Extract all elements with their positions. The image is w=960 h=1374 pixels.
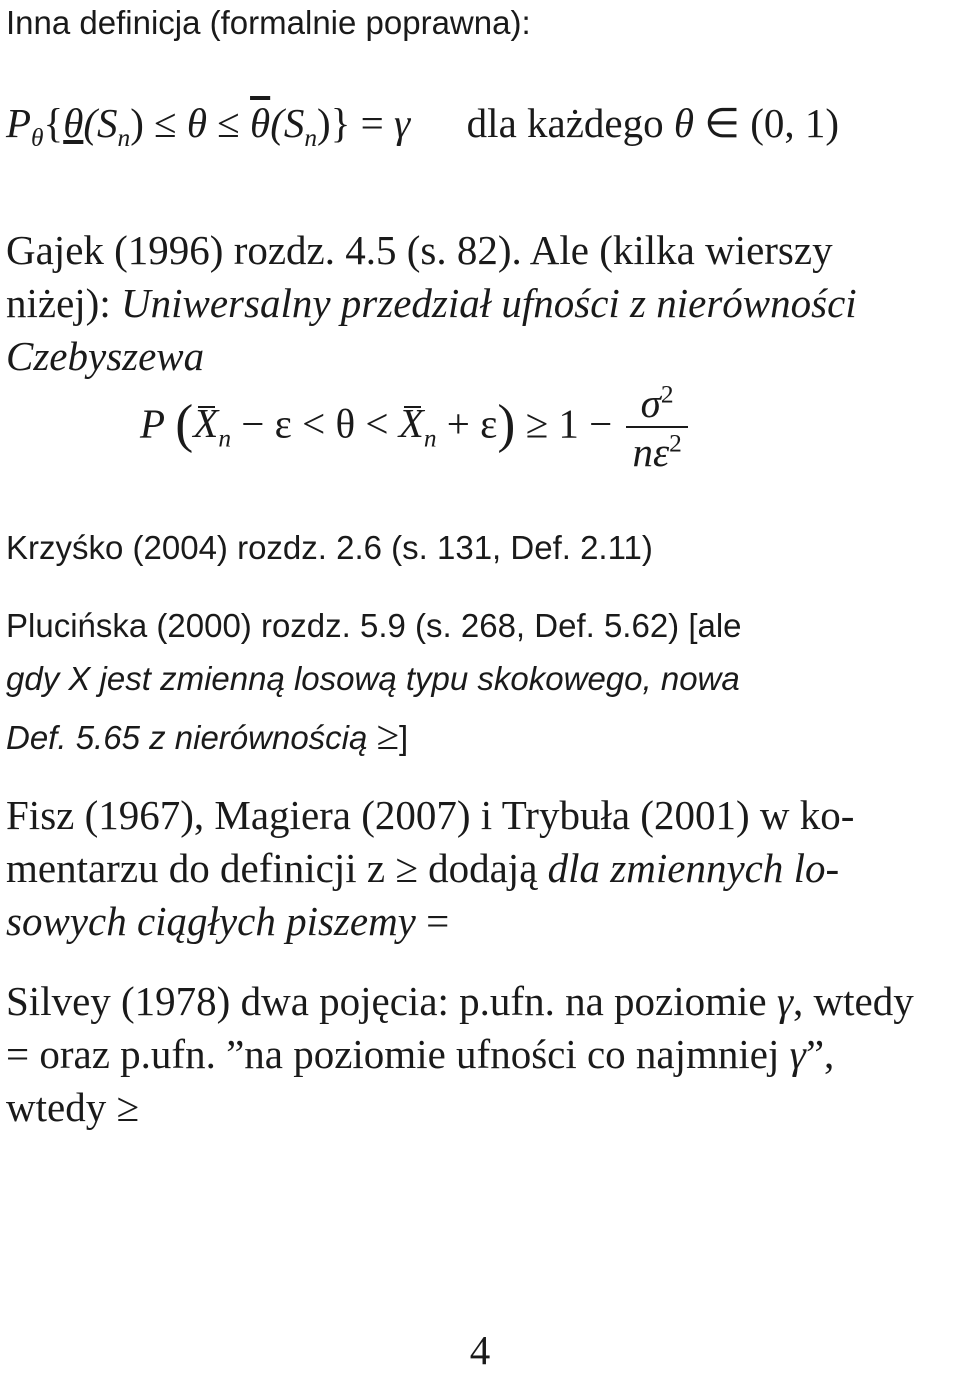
fisz-emphasis: sowych ciągłych piszemy (6, 898, 427, 944)
formula-symbol: (S (270, 100, 305, 146)
formula-symbol: (S (83, 100, 118, 146)
formula-symbol: ( (175, 393, 194, 454)
fisz-line-3 (6, 898, 450, 944)
formula-symbol: + ε (436, 400, 498, 447)
formula-symbol: 2 (660, 380, 674, 409)
formula-symbol: ) (497, 393, 516, 454)
formula-symbol: ) (130, 100, 144, 146)
formula-chebyshev (140, 380, 692, 475)
silvey-line-1 (6, 978, 914, 1024)
formula-symbol: ≥ (116, 1084, 139, 1130)
formula-symbol: ≥ 1 − (515, 400, 623, 447)
fisz-line-1: Fisz (1967), Magiera (2007) i Trybuła (2001) w ko- (6, 792, 855, 838)
intro-line: Inna definicja (formalnie poprawna): (6, 4, 531, 41)
silvey-text: = oraz p.ufn. ”na poziomie ufności co najmniej (6, 1031, 790, 1077)
formula-symbol: ≥ (395, 845, 418, 891)
gajek-text: niżej): (6, 280, 121, 326)
formula-symbol: n (218, 424, 232, 453)
plucinska-text: Def. 5.65 z nierównością (6, 719, 377, 756)
fisz-line-2 (6, 845, 840, 891)
formula-symbol: n (117, 124, 131, 153)
plucinska-line-1: Plucińska (2000) rozdz. 5.9 (s. 268, Def. 5.62) [ale (6, 607, 742, 644)
silvey-line-2 (6, 1031, 835, 1077)
formula-symbol: ≤ (143, 100, 187, 146)
formula-symbol: θ (186, 100, 208, 146)
formula-symbol: $\overline{\theta}$ (250, 100, 271, 146)
formula-symbol: − ε < θ < (231, 400, 399, 447)
page-number: 4 (469, 1327, 491, 1373)
krzysko-line: Krzyśko (2004) rozdz. 2.6 (s. 131, Def. 2.11) (6, 529, 653, 566)
formula-symbol: X (398, 400, 424, 447)
fraction (626, 380, 687, 475)
fisz-text: mentarzu do definicji z (6, 845, 396, 891)
formula-symbol: γ (789, 1031, 806, 1077)
formula-symbol: θ (673, 100, 694, 146)
formula-symbol: n (304, 124, 318, 153)
plucinska-line-2: gdy X jest zmienną losową typu skokowego, nowa (6, 660, 740, 697)
plucinska-text: ] (399, 719, 409, 756)
formula-symbol: = (426, 898, 450, 944)
silvey-text: Silvey (1978) dwa pojęcia: p.ufn. na poziomie (6, 978, 777, 1024)
formula-symbol: 2 (669, 429, 682, 458)
silvey-text: , wtedy (793, 978, 914, 1024)
fisz-emphasis: dla zmiennych lo- (547, 845, 840, 891)
formula-symbol: σ (640, 380, 661, 426)
gajek-line-3: Czebyszewa (6, 333, 205, 379)
formula-symbol: ≥ (376, 712, 400, 758)
formula-symbol: nε (632, 429, 670, 475)
formula-symbol: P (6, 100, 32, 146)
formula-symbol: γ (776, 978, 793, 1024)
formula-symbol: θ (31, 124, 44, 153)
formula-symbol: dla każdego (466, 100, 674, 146)
silvey-text: wtedy (6, 1084, 117, 1130)
silvey-text: ”, (805, 1031, 835, 1077)
formula-symbol: θ (63, 100, 84, 146)
gajek-emphasis: Uniwersalny przedział ufności z nierówności (120, 280, 857, 326)
formula-symbol: ∈ (0, 1) (694, 100, 840, 146)
fisz-text: dodają (417, 845, 548, 891)
formula-symbol: X (193, 400, 219, 447)
formula-symbol: ≤ (207, 100, 251, 146)
formula-symbol: )} = (317, 100, 395, 146)
formula-symbol: n (423, 424, 437, 453)
formula-symbol: P (140, 400, 166, 447)
gajek-line-2 (6, 280, 857, 326)
fraction-numerator (626, 380, 687, 428)
formula-definition (6, 100, 840, 153)
plucinska-line-3 (6, 712, 409, 758)
silvey-line-3 (6, 1084, 139, 1130)
formula-symbol: { (43, 100, 64, 146)
fraction-denominator (626, 428, 687, 473)
gajek-line-1: Gajek (1996) rozdz. 4.5 (s. 82). Ale (kilka wierszy (6, 227, 833, 273)
formula-symbol: γ (394, 100, 411, 146)
